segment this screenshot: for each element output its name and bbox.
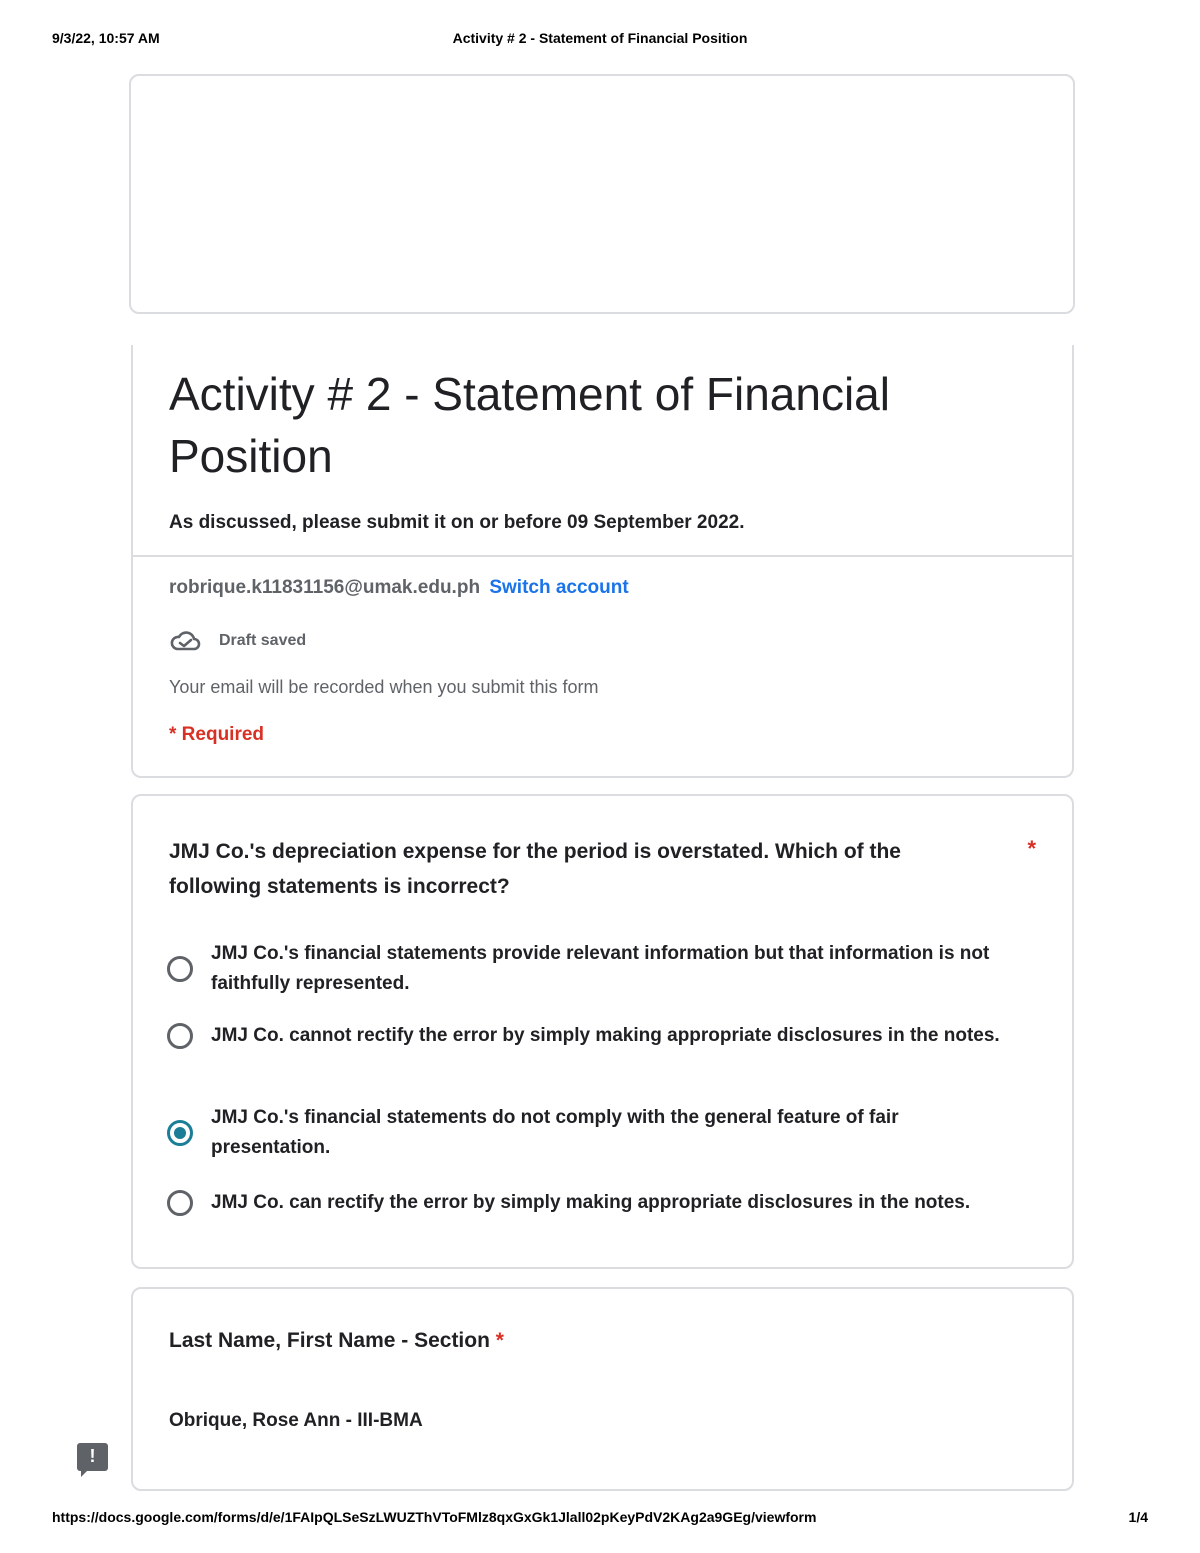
radio-option-2[interactable] [167,1021,1011,1051]
draft-status-text: Draft saved [219,632,307,649]
required-asterisk: * [495,1329,504,1352]
question-text: JMJ Co.'s depreciation expense for the period is overstated. Which of the following statements is incorrect? [169,840,901,898]
radio-option-4[interactable] [167,1188,1011,1218]
email-notice: Your email will be recorded when you submit this form [169,677,599,697]
draft-status [169,629,306,653]
name-question-text: Last Name, First Name - Section [169,1329,490,1352]
form-title-card [131,345,1074,778]
print-datetime: 9/3/22, 10:57 AM [52,30,160,46]
cloud-done-icon [169,629,201,653]
print-page-number: 1/4 [1128,1509,1148,1525]
option-label: JMJ Co.'s financial statements provide relevant information but that information is not faithfully represented. [211,943,990,994]
radio-option-3[interactable] [167,1103,1011,1163]
print-url: https://docs.google.com/forms/d/e/1FAIpQLSeSzLWUZThVToFMlz8qxGxGk1Jlall02pKeyPdV2KAg2a9GEg/viewform [52,1509,817,1525]
account-row [169,577,629,599]
name-answer-field[interactable]: Obrique, Rose Ann - III-BMA [169,1410,423,1431]
question-card-depreciation [131,794,1074,1269]
feedback-icon: ! [89,1446,96,1466]
radio-checked-icon[interactable] [167,1120,193,1146]
required-asterisk: * [1027,836,1036,861]
option-label: JMJ Co. cannot rectify the error by simply making appropriate disclosures in the notes. [211,1025,1000,1046]
name-question-label [169,1329,504,1353]
option-label: JMJ Co.'s financial statements do not comply with the general feature of fair presentation. [211,1107,899,1158]
report-feedback-button[interactable] [77,1443,108,1471]
radio-unchecked-icon[interactable] [167,1023,193,1049]
radio-option-1[interactable] [167,939,1011,999]
option-label: JMJ Co. can rectify the error by simply making appropriate disclosures in the notes. [211,1192,971,1213]
form-title: Activity # 2 - Statement of Financial Position [169,368,890,482]
divider [133,555,1072,557]
header-banner [129,74,1075,314]
radio-unchecked-icon[interactable] [167,956,193,982]
radio-unchecked-icon[interactable] [167,1190,193,1216]
form-description: As discussed, please submit it on or before 09 September 2022. [169,512,745,533]
required-notice: * Required [169,724,265,745]
account-email: robrique.k11831156@umak.edu.ph [169,577,481,598]
question-card-name [131,1287,1074,1491]
switch-account-link[interactable]: Switch account [489,577,629,598]
print-page-title: Activity # 2 - Statement of Financial Position [452,30,748,46]
